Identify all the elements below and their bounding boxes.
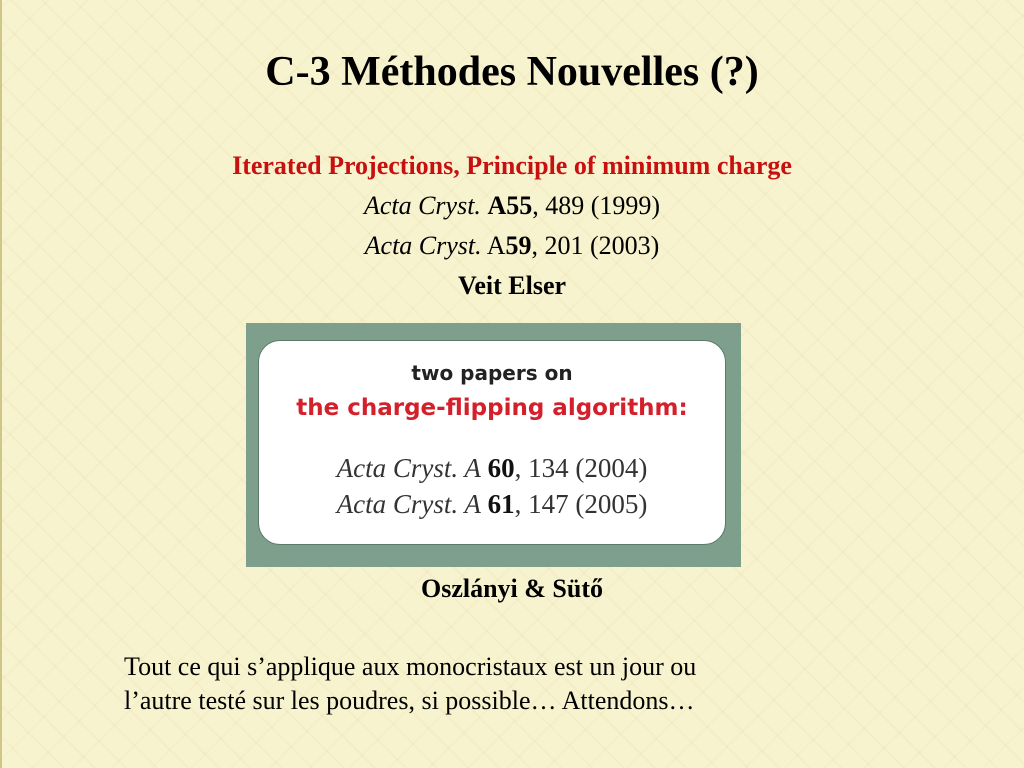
author-name: Veit Elser [457, 271, 567, 300]
page-year: , 134 (2004) [514, 453, 648, 483]
reference-line [0, 186, 1024, 226]
inset-citation [259, 453, 725, 484]
note-line: l’autre testé sur les poudres, si possible… Attendons… [124, 686, 695, 715]
references-block [0, 146, 1024, 306]
volume-number: 55 [506, 191, 533, 220]
series-letter: A [486, 231, 506, 260]
journal-name: Acta Cryst. A [336, 489, 481, 519]
inset-topic: the charge-flipping algorithm: [296, 395, 688, 421]
page-year: , 201 (2003) [531, 231, 660, 260]
volume-number: 60 [487, 453, 515, 483]
journal-name: Acta Cryst. A [336, 453, 481, 483]
series-letter: A [487, 191, 507, 220]
volume-number: 59 [505, 231, 532, 260]
note-line: Tout ce qui s’applique aux monocristaux est un jour ou [124, 652, 697, 681]
page-year: , 147 (2005) [514, 489, 648, 519]
page-year: , 489 (1999) [532, 191, 661, 220]
inset-intro: two papers on [411, 361, 573, 385]
volume-number: 61 [487, 489, 515, 519]
closing-note [124, 650, 924, 718]
slide-title: C-3 Méthodes Nouvelles (?) [265, 49, 759, 95]
journal-name: Acta Cryst. [363, 191, 481, 220]
journal-name: Acta Cryst. [364, 231, 482, 260]
left-border-rule [0, 0, 2, 768]
inset-authors: Oszlányi & Sütő [420, 574, 604, 603]
topic-heading: Iterated Projections, Principle of minimum charge [232, 151, 792, 180]
inset-image [246, 323, 741, 567]
reference-line [0, 226, 1024, 266]
inset-citation [259, 489, 725, 520]
inset-card [258, 340, 726, 545]
